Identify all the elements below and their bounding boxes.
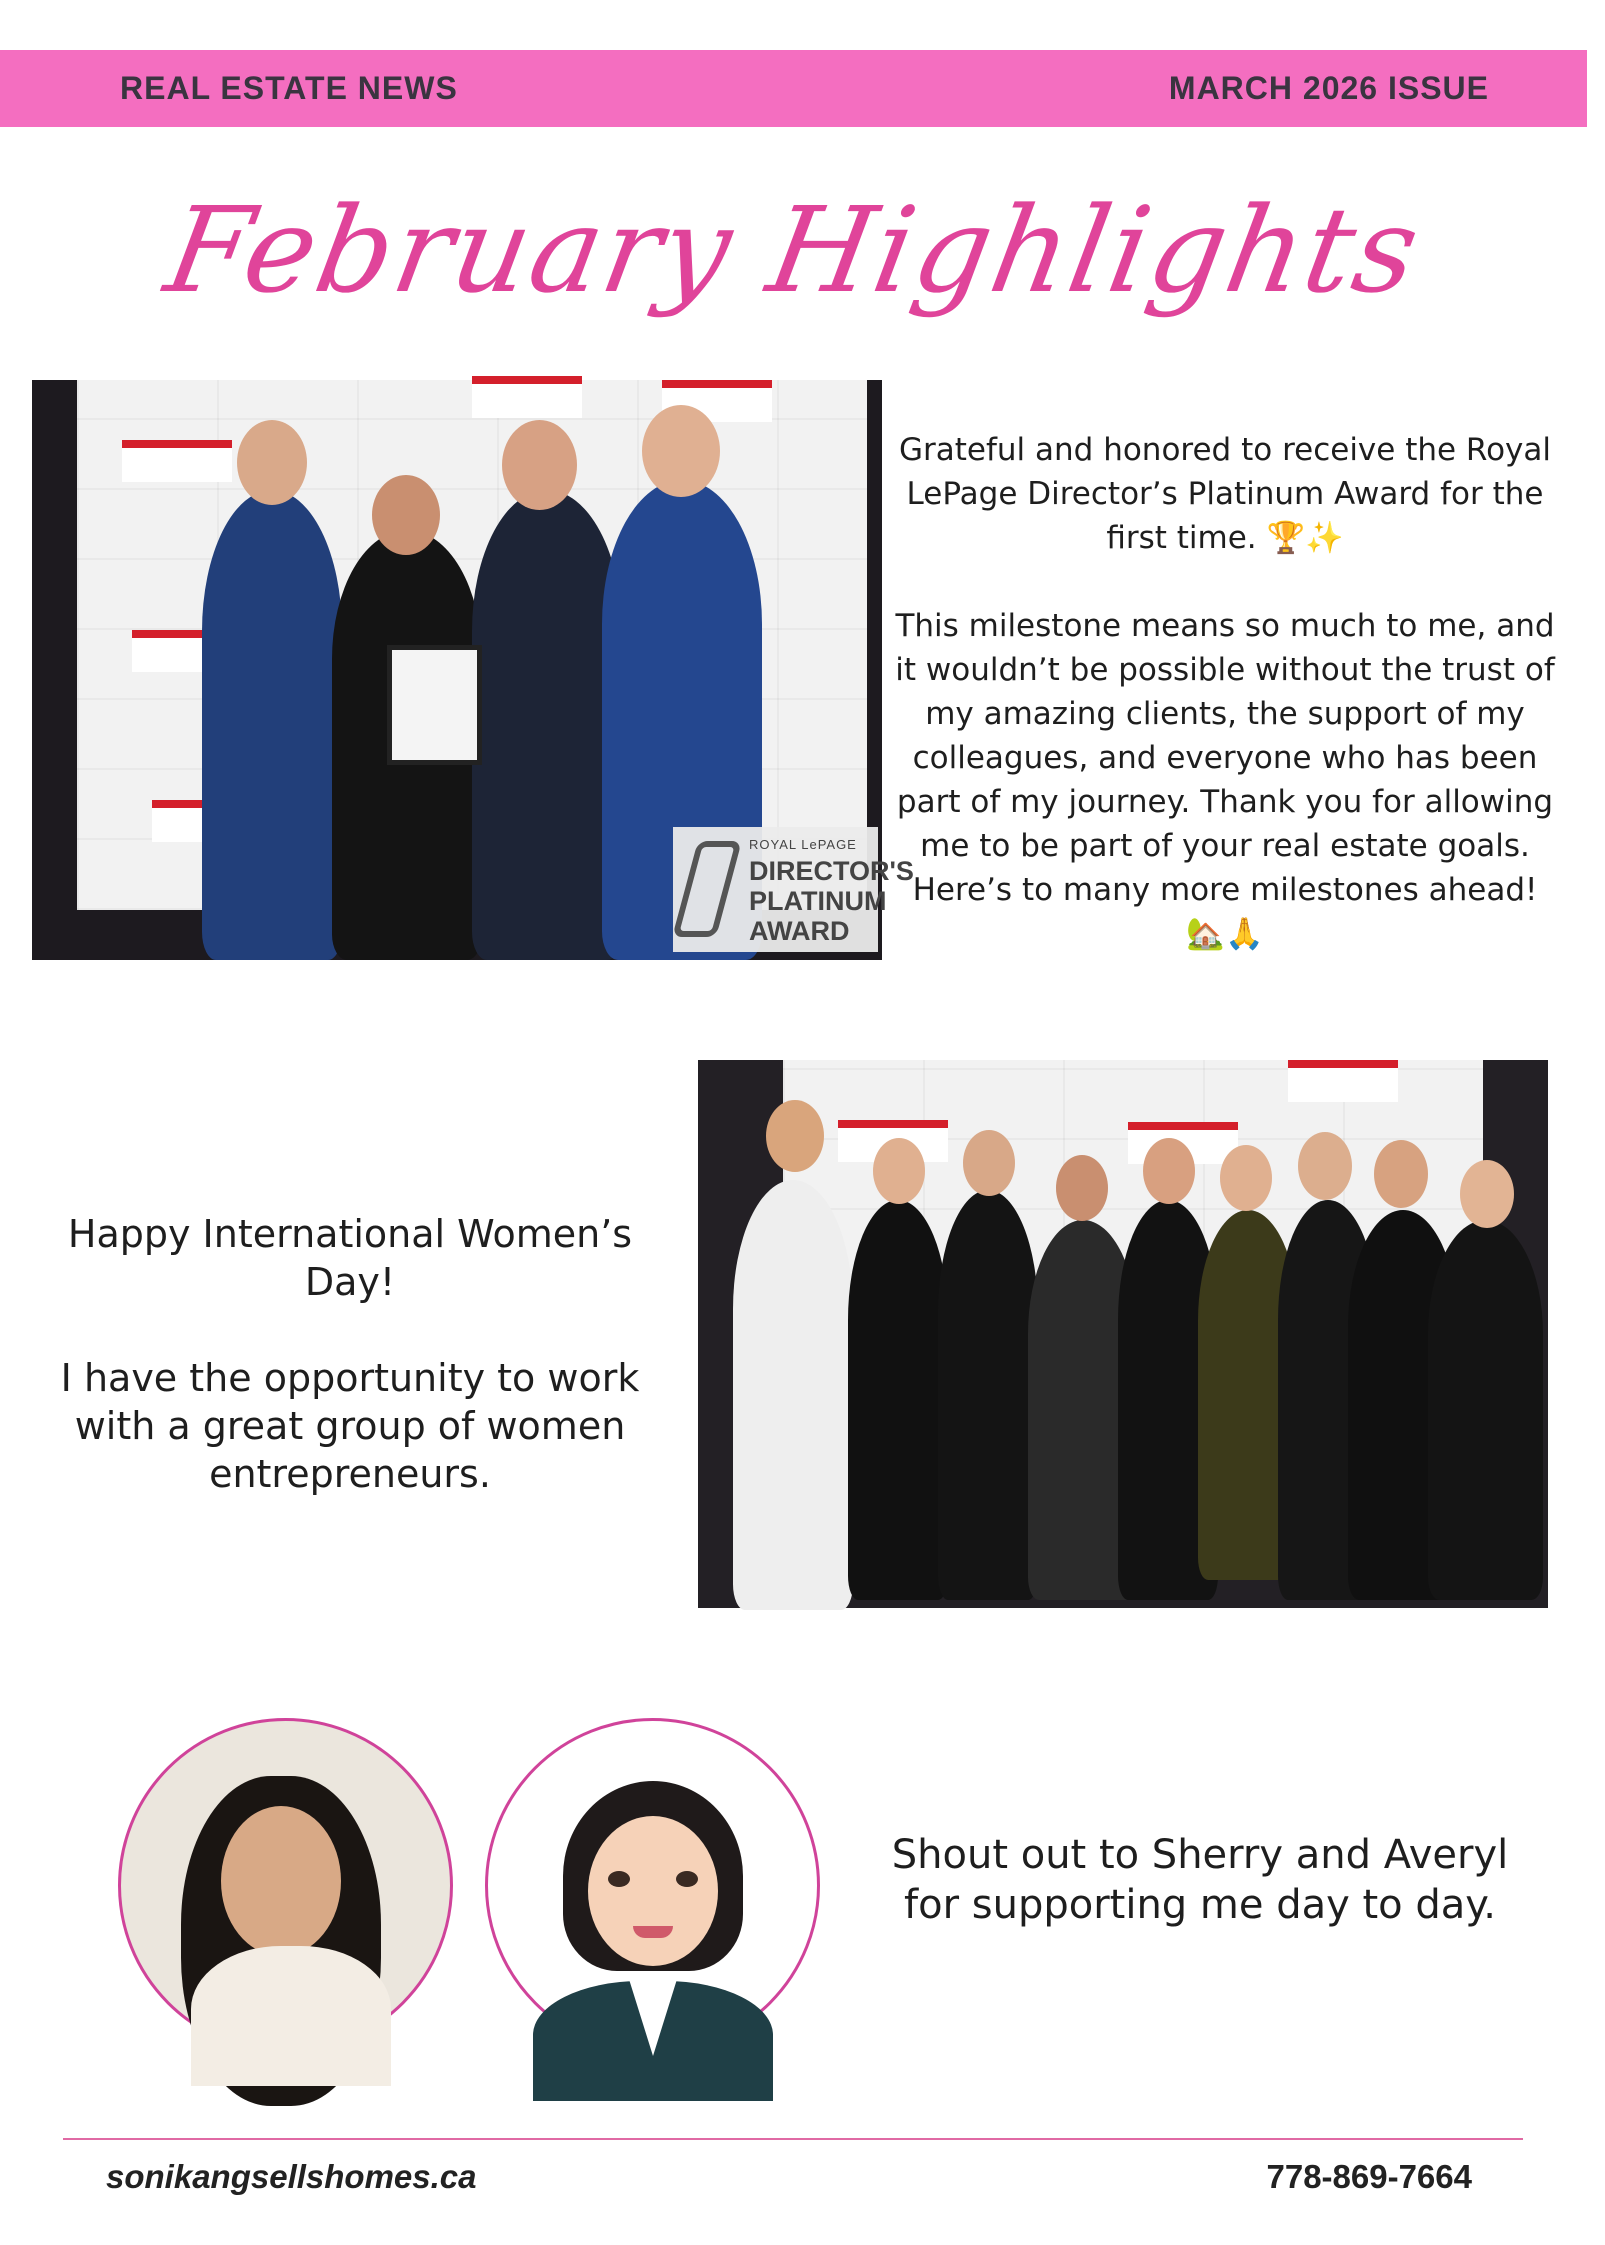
womens-day-text: [40, 1210, 660, 1546]
shoutout-text: Shout out to Sherry and Averyl for supporting me day to day.: [891, 1832, 1509, 1928]
award-text: [895, 428, 1555, 1000]
footer-divider: [63, 2138, 1523, 2140]
averyl-avatar: [485, 1718, 820, 2053]
newsletter-label: REAL ESTATE NEWS: [120, 70, 458, 106]
header-band: [0, 50, 1587, 127]
phone-number[interactable]: 778-869-7664: [1266, 2158, 1472, 2195]
award-badge: ROYAL LePAGE DIRECTOR'S PLATINUM AWARD: [673, 827, 878, 952]
womens-day-heading: Happy International Women’s Day!: [67, 1212, 633, 1304]
womens-day-body: I have the opportunity to work with a great group of women entrepreneurs.: [60, 1356, 640, 1496]
award-logo-icon: [672, 841, 742, 937]
award-paragraph-2: This milestone means so much to me, and it wouldn’t be possible without the trust of my amazing clients, the support of my colleagues, and everyone who has been part of my journey. Thank you for allowing me to be part of your real estate goals. Here’s to many more milestones ahead! 🏡🙏: [895, 608, 1555, 952]
page-title: February Highlights: [156, 181, 1431, 319]
issue-label: MARCH 2026 ISSUE: [1168, 70, 1489, 106]
award-paragraph-1: Grateful and honored to receive the Royal LePage Director’s Platinum Award for the first time. 🏆✨: [899, 432, 1551, 556]
group-photo: [698, 1060, 1548, 1608]
award-photo: [32, 380, 914, 960]
sherry-avatar: [118, 1718, 453, 2053]
website-link[interactable]: sonikangsellshomes.ca: [106, 2158, 477, 2195]
